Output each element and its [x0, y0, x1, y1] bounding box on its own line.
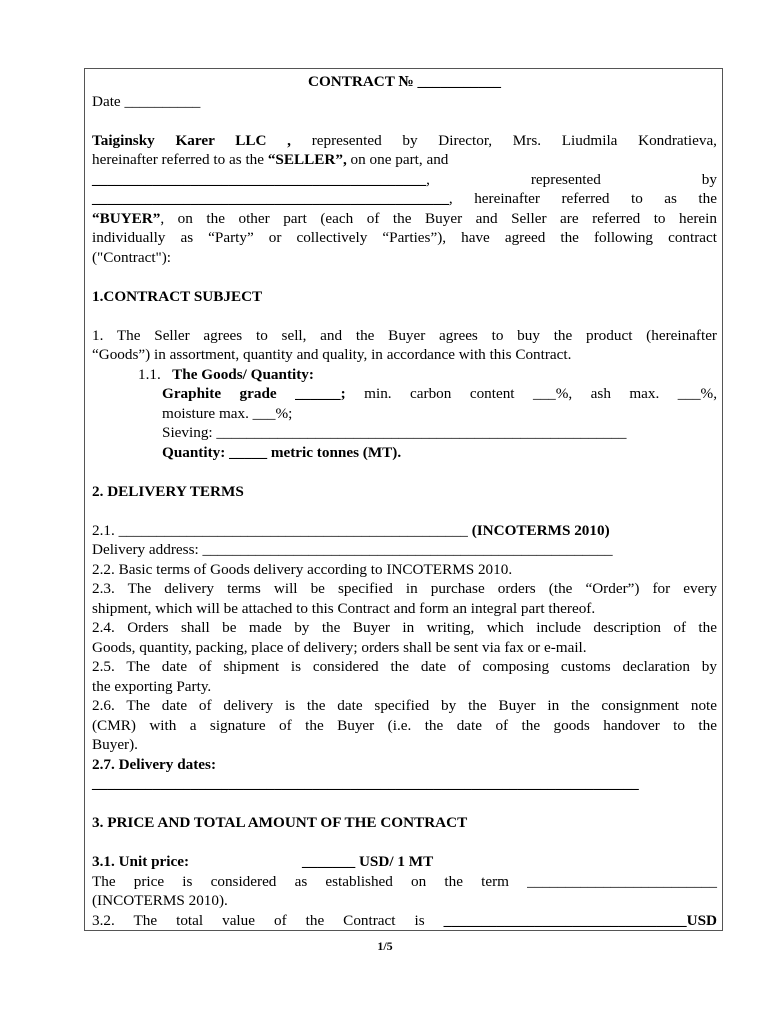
s3-line-1: The price is considered as established on the term _________________________ — [92, 872, 717, 890]
delivery-dates-label: 2.7. Delivery dates: — [92, 755, 216, 773]
intro-line-3: ____________________________________________, represented by — [92, 170, 717, 188]
s2-line-12: Buyer). — [92, 736, 138, 753]
page-number: 1/5 — [377, 939, 393, 953]
intro-line-6: individually as “Party” or collectively “Parties”), have agreed the following contract — [92, 229, 717, 246]
s1-sub-heading: 1.1. The Goods/ Quantity: — [138, 365, 314, 383]
section-3-heading: 3. PRICE AND TOTAL AMOUNT OF THE CONTRACT — [92, 814, 468, 831]
s2-line-10: 2.6. The date of delivery is the date specified by the Buyer in the consignment note — [92, 697, 717, 714]
section-1-heading: 1.CONTRACT SUBJECT — [92, 287, 263, 305]
quantity-line: Quantity: _____ metric tonnes (MT). — [162, 443, 402, 461]
s2-line-8: 2.5. The date of shipment is considered the date of composing customs declaration by — [92, 658, 717, 675]
contract-body — [92, 72, 717, 930]
s2-line-7: Goods, quantity, packing, place of delivery; orders shall be sent via fax or e-mail. — [92, 638, 587, 656]
total-value-line: 3.2. The total value of the Contract is ________________________________USD — [92, 911, 717, 929]
date-line: Date __________ — [92, 92, 201, 110]
s2-line-1: 2.1. ______________________________________________ (INCOTERMS 2010) — [92, 521, 610, 539]
section-2-heading: 2. DELIVERY TERMS — [92, 482, 244, 500]
contract-title: CONTRACT № ___________ — [307, 73, 502, 90]
s2-line-5: shipment, which will be attached to this Contract and form an integral part thereof. — [92, 599, 596, 617]
intro-line-1: Taiginsky Karer LLC , represented by Director, Mrs. Liudmila Kondratieva, — [92, 131, 717, 149]
intro-line-5: “BUYER”, on the other part (each of the Buyer and Seller are referred to herein — [92, 209, 717, 227]
intro-line-7: ("Contract"): — [92, 248, 172, 266]
graphite-line: Graphite grade ______; min. carbon content ___%, ash max. ___%, — [162, 385, 717, 402]
delivery-address: Delivery address: ______________________________________________________ — [92, 541, 613, 558]
s1-paragraph-line-1: 1. The Seller agrees to sell, and the Buyer agrees to buy the product (hereinafter — [92, 326, 717, 344]
s2-line-4: 2.3. The delivery terms will be specified in purchase orders (the “Order”) for every — [92, 580, 717, 597]
s1-paragraph-line-2: “Goods”) in assortment, quantity and quality, in accordance with this Contract. — [92, 346, 572, 363]
sieving-line: Sieving: ______________________________________________________ — [162, 424, 627, 441]
s2-line-9: the exporting Party. — [92, 677, 212, 695]
s2-line-11: (CMR) with a signature of the Buyer (i.e. the date of the goods handover to the — [92, 716, 717, 734]
s3-line-2: (INCOTERMS 2010). — [92, 892, 228, 909]
moisture-line: moisture max. ___%; — [162, 404, 293, 422]
delivery-dates-blank: ________________________________________________________________________ — [92, 775, 639, 792]
s2-line-3: 2.2. Basic terms of Goods delivery according to INCOTERMS 2010. — [92, 560, 513, 578]
unit-price-line: 3.1. Unit price: _______ USD/ 1 MT — [92, 853, 434, 870]
intro-line-2: hereinafter referred to as the “SELLER”, on one part, and — [92, 151, 449, 168]
intro-line-4: _______________________________________________, hereinafter referred to as the — [92, 190, 717, 207]
s2-line-6: 2.4. Orders shall be made by the Buyer in writing, which include description of the — [92, 619, 717, 636]
